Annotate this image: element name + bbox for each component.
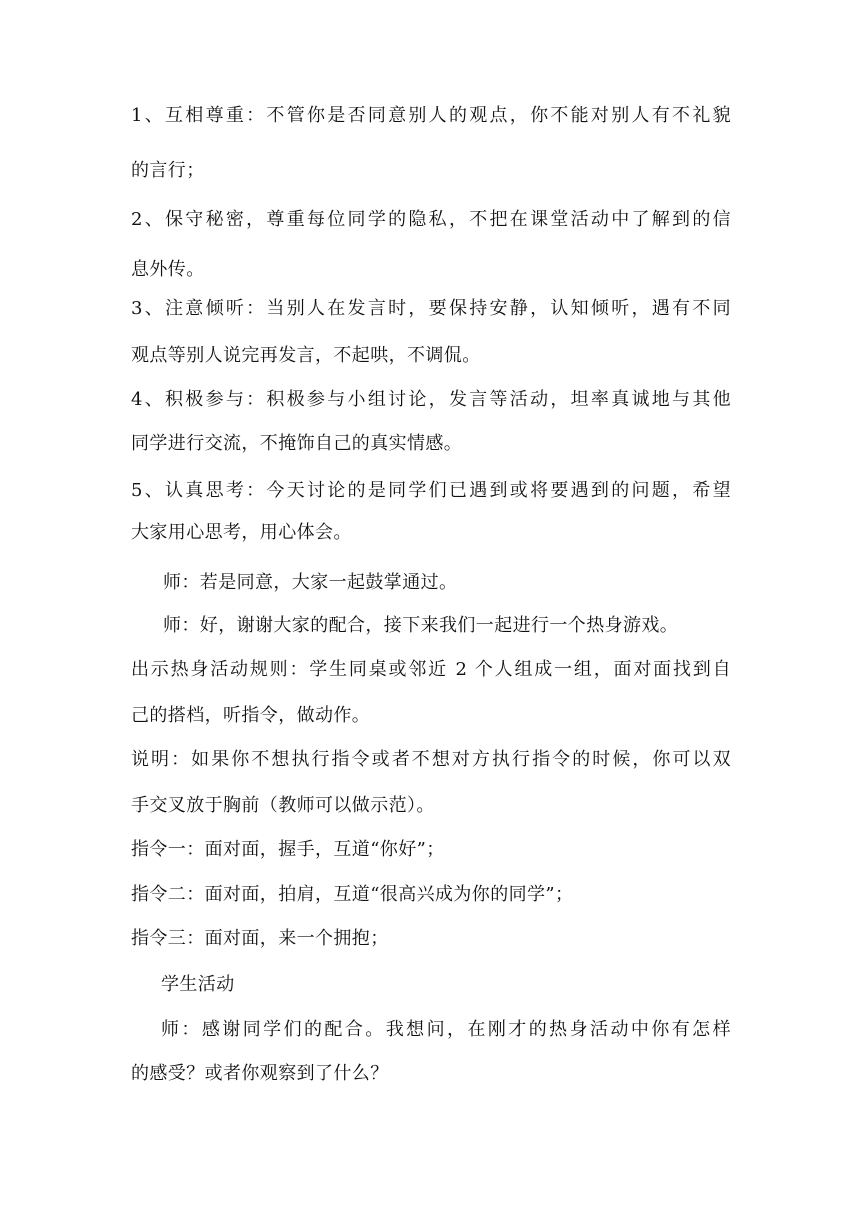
rule-5-line-1: 5、认真思考：今天讨论的是同学们已遇到或将要遇到的问题，希望 <box>131 480 731 501</box>
rule-2-line-1: 2、保守秘密，尊重每位同学的隐私，不把在课堂活动中了解到的信 <box>131 209 731 230</box>
command-one-line: 指令一：面对面，握手，互道“你好”； <box>131 839 445 860</box>
teacher-agree-line: 师：若是同意，大家一起鼓掌通过。 <box>163 572 458 593</box>
rule-1-line-2: 的言行； <box>131 160 205 181</box>
command-three-line: 指令三：面对面，来一个拥抱； <box>131 928 389 949</box>
teacher-question-line-2: 的感受？或者你观察到了什么？ <box>131 1063 389 1084</box>
teacher-question-line-1: 师：感谢同学们的配合。我想问，在刚才的热身活动中你有怎样 <box>161 1019 731 1040</box>
warmup-rules-line-2: 己的搭档，听指令，做动作。 <box>131 705 371 726</box>
rule-2-line-2: 息外传。 <box>131 259 205 280</box>
rule-3-line-2: 观点等别人说完再发言，不起哄，不调侃。 <box>131 345 481 366</box>
warmup-rules-line-1: 出示热身活动规则：学生同桌或邻近 2 个人组成一组，面对面找到自 <box>131 659 731 680</box>
teacher-warmup-line: 师：好，谢谢大家的配合，接下来我们一起进行一个热身游戏。 <box>163 615 679 636</box>
instruction-note-line-2: 手交叉放于胸前（教师可以做示范）。 <box>131 795 435 816</box>
command-two-line: 指令二：面对面，拍肩，互道“很高兴成为你的同学”； <box>131 884 574 905</box>
student-activity-line: 学生活动 <box>161 974 235 995</box>
rule-1-line-1: 1、互相尊重：不管你是否同意别人的观点，你不能对别人有不礼貌 <box>131 105 731 126</box>
instruction-note-line-1: 说明：如果你不想执行指令或者不想对方执行指令的时候，你可以双 <box>131 749 731 770</box>
rule-4-line-1: 4、积极参与：积极参与小组讨论，发言等活动，坦率真诚地与其他 <box>131 389 731 410</box>
rule-4-line-2: 同学进行交流，不掩饰自己的真实情感。 <box>131 433 463 454</box>
rule-3-line-1: 3、注意倾听：当别人在发言时，要保持安静，认知倾听，遇有不同 <box>131 298 731 319</box>
rule-5-line-2: 大家用心思考，用心体会。 <box>131 522 352 543</box>
